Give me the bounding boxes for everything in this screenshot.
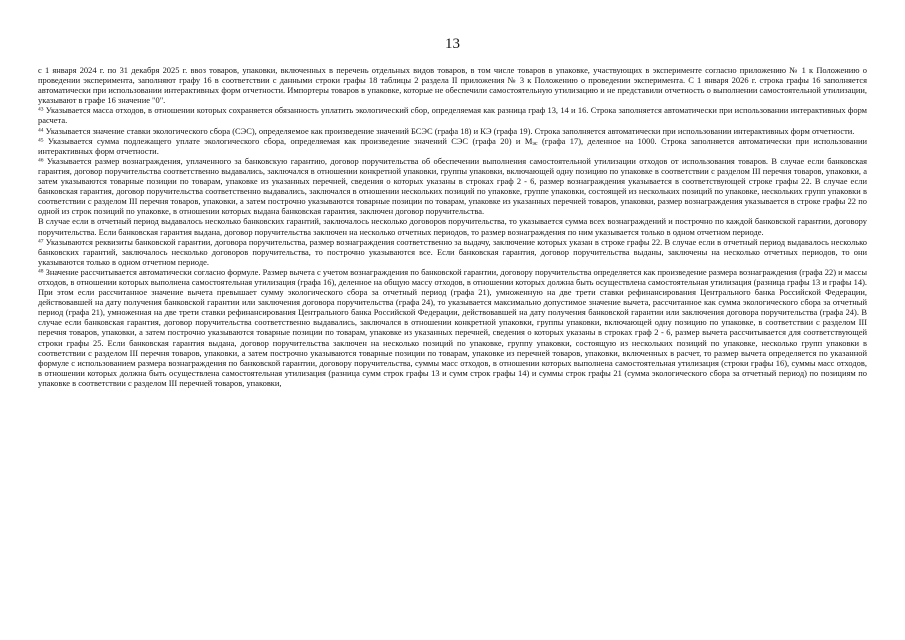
footnote-text-part-1: Указывается сумма подлежащего уплате экологического сбора, определяемая как произведение значений СЭС (графа 20) и M [43, 135, 533, 146]
footnote-text: Указывается масса отходов, в отношении которых сохраняется обязанность уплатить экологический сбор, определяемая как разница граф 13, 14 и 16. Строка заполняется автоматически при использовании интерактивных форм расчета. [38, 105, 867, 126]
footnote-marker: 45 [38, 137, 44, 144]
footnote-44 [38, 126, 867, 136]
footnote-text: Указываются реквизиты банковской гарантии, договора поручительства, размер вознаграждения соответственно за выдачу, заключение которых указан в строке графы 22. В случае если в отчетный период выдавалось несколько банковских гарантий, заключалось несколько договоров поручительства, то построчно указываются все. Если банковская гарантия, договор поручительства выданы, заключены на несколько отчетных периодов, то они указываются только в одном отчетном периоде. [38, 236, 867, 267]
footnote-47 [38, 237, 867, 267]
footnote-45 [38, 136, 867, 156]
footnote-text: Указывается значение ставки экологического сбора (СЭС), определяемое как произведение значений БСЭС (графа 18) и КЭ (графа 19). Строка заполняется автоматически при использовании интерактивных форм отчетности. [43, 125, 855, 136]
footnote-46 [38, 156, 867, 217]
paragraph-text: В случае если в отчетный период выдавалось несколько банковских гарантий, заключалось несколько договоров поручительства, то указывается сумма всех вознаграждений и построчно по каждой банковской гарантии, договору поручительства. Если банковская гарантия выдана, договор поручительства заключен на несколько отчетных периодов, то размер вознаграждения по ним указывается только в одном отчетном периоде. [38, 216, 867, 237]
paragraph-continuation [38, 65, 867, 105]
footnote-text: Указывается размер вознаграждения, уплаченного за банковскую гарантию, договор поручительства об обеспечении выполнения самостоятельной утилизации отходов от использования товаров. В случае если банковская гарантия, договор поручительства соответственно выдавались, заключался в отношении конкретной упаковки, группы упаковки, включающей одну позицию по упаковке в соответствии с разделом III перечня товаров, упаковки, а затем указываются товарные позиции по товарам, упаковке из указанных перечней, сведения о которых указаны в строках граф 2 - 6, размер вознаграждения указывается в соответствующей строке графы 22. В случае если банковская гарантия, договор поручительства соответственно выдавались, заключался в отношении нескольких позиций по упаковке, группе упаковки, состоящей из нескольких позиций по упаковке, нескольких групп упаковки в соответствии с разделом III перечня товаров, упаковки, а затем построчно указываются товарные позиции по товарам, упаковке из указанных перечней товаров, упаковки, размер вознаграждения указывается в строке графы 22 по одной из строк позиций по упаковке, в отношении которых выдана банковская гарантия, заключен договор поручительства. [38, 155, 867, 217]
footnote-text: Значение рассчитывается автоматически согласно формуле. Размер вычета с учетом вознаграждения по банковской гарантии, договору поручительства определяется как произведение размера вознаграждения (графа 22) и массы отходов, в отношении которых выполнена самостоятельная утилизация (графа 16), деленное на общую массу отходов, в отношении которых должна быть осуществлена самостоятельная утилизация (разница графы 13 и графы 14). При этом если рассчитанное значение вычета превышает сумму экологического сбора за отчетный период (графа 21), умноженную на две трети ставки рефинансирования Центрального банка Российской Федерации, действовавшей на дату получения банковской гарантии или заключения договора поручительства (графа 24), то указывается максимально допустимое значение вычета, рассчитанное как сумма экологического сбора за отчетный период (графа 21), умноженная на две трети ставки рефинансирования Центрального банка Российской Федерации, действовавшей на дату получения банковской гарантии или заключения договора поручительства (графа 24). В случае если банковская гарантия, договор поручительства соответственно выдавались, заключался в отношении конкретной упаковки, группы упаковки, включающей одну позицию по упаковке, в соответствии с разделом III перечня товаров, упаковки, а затем построчно указываются товарные позиции по товарам, упаковке из указанных перечней, сведения о которых указаны в строках граф 2 - 6, размер вычета рассчитывается для соответствующей строки графы 25. Если банковская гарантия выдана, договор поручительства заключен на несколько позиций по упаковке, группу упаковки, состоящую из нескольких позиций по упаковке, несколько групп упаковки в соответствии с разделом III перечня товаров, упаковки, а затем построчно указываются товарные позиции по товарам, упаковке из перечней товаров, упаковки, включенных в расчет, то размер вычета определяется по указанной формуле с использованием размера вознаграждения по банковской гарантии, договору поручительства, суммы масс отходов, в отношении которых выполнена самостоятельная утилизация (строки графы 16), суммы масс отходов, в отношении которых должна быть осуществлена самостоятельная утилизация (разница сумм строк графы 13 и сумм строк графы 14) и суммы строк графы 21 (сумма экологического сбора за отчетный период) по позициям по упаковке в соответствии с разделом III перечней товаров, упаковки, [38, 266, 867, 388]
footnote-marker: 48 [38, 268, 44, 275]
footnote-marker: 47 [38, 238, 44, 245]
footnotes-body [38, 65, 867, 388]
paragraph-text: с 1 января 2024 г. по 31 декабря 2025 г. ввоз товаров, упаковки, включенных в перечень отдельных видов товаров, в том числе товаров в упаковке, участвующих в эксперименте согласно приложению № 1 к Положению о проведении эксперимента, заполняют графу 16 в соответствии с данными строки графы 18 таблицы 2 раздела II приложения № 3 к Положению о проведении эксперимента. С 1 января 2026 г. строка графы 16 заполняется автоматически при использовании интерактивных форм отчетности. Импортеры товаров в упаковке, которые не обеспечили самостоятельную утилизацию и не представили отчетность о выполнении самостоятельной утилизации, указывают в графе 16 значение "0". [38, 65, 867, 106]
footnote-text-part-2: (графа 17), деленное на 1000. Строка заполняется автоматически при использовании интерактивных форм отчетности. [38, 135, 867, 156]
footnote-marker: 44 [38, 127, 44, 134]
footnote-43 [38, 105, 867, 125]
footnote-46-continued [38, 216, 867, 236]
footnote-marker: 43 [38, 106, 44, 113]
subscript-es: эс [532, 140, 538, 147]
footnote-marker: 46 [38, 157, 44, 164]
footnote-48 [38, 267, 867, 388]
page-number: 13 [445, 36, 460, 52]
